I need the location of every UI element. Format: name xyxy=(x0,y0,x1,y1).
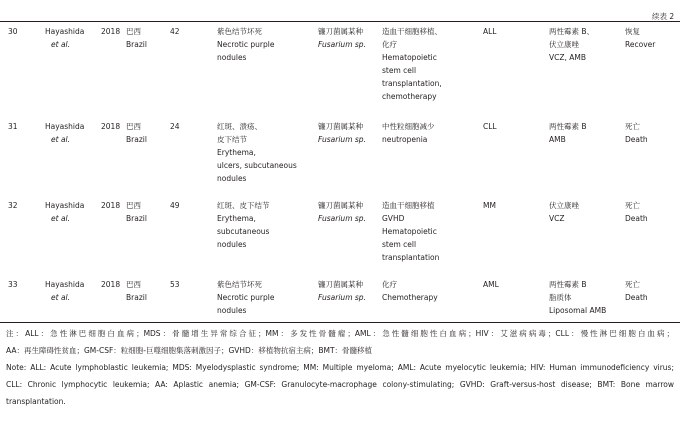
underlying-condition: 化疗 Chemotherapy xyxy=(382,280,438,302)
age: 42 xyxy=(170,27,180,36)
author: Hayashida et al. xyxy=(45,280,85,302)
lesion: 紫色结节坏死 Necrotic purple nodules xyxy=(217,27,275,62)
underlying-condition: 中性粒细胞减少 neutropenia xyxy=(382,122,435,144)
outcome: 死亡 Death xyxy=(625,122,648,144)
note-line-en: Note: ALL: Acute lymphoblastic leukemia; MDS: Myelodysplastic syndrome; MM: Multiple myeloma; AML: Acute myelocytic leukemia; HIV: Human immunodeficiency virus; xyxy=(6,363,674,372)
author: Hayashida et al. xyxy=(45,122,85,144)
author: Hayashida et al. xyxy=(45,27,85,49)
pathogen: 镰刀菌属某种 Fusarium sp. xyxy=(318,122,366,144)
lesion: 红斑、溃疡、 皮下结节 Erythema, ulcers, subcutaneous nodules xyxy=(217,122,297,183)
underlying-condition: 造血干细胞移植、 化疗 Hematopoietic stem cell transplantation, chemotherapy xyxy=(382,27,442,101)
note-line-zh: AA：再生障碍性贫血；GM-CSF：粒细胞-巨噬细胞集落刺激因子；GVHD：移植物抗宿主病；BMT：骨髓移植 xyxy=(6,346,373,355)
primary-disease: MM xyxy=(483,201,496,210)
case-number: 31 xyxy=(8,122,18,131)
case-number: 33 xyxy=(8,280,18,289)
note-line-zh: 注：ALL：急性淋巴细胞白血病；MDS：骨髓增生异常综合征；MM：多发性骨髓瘤；AML：急性髓细胞性白血病；HIV：艾滋病病毒；CLL：慢性淋巴细胞白血病； xyxy=(6,329,674,338)
outcome: 恢复 Recover xyxy=(625,27,656,49)
author: Hayashida et al. xyxy=(45,201,85,223)
age: 53 xyxy=(170,280,180,289)
note-line-en: CLL: Chronic lymphocytic leukemia; AA: Aplastic anemia; GM-CSF: Granulocyte-macrophage colony-stimulating; GVHD: Graft-versus-host disease; BMT: Bone marrow xyxy=(6,380,674,389)
country: 巴西 Brazil xyxy=(126,201,147,223)
lesion: 紫色结节坏死 Necrotic purple nodules xyxy=(217,280,275,315)
pathogen: 镰刀菌属某种 Fusarium sp. xyxy=(318,280,366,302)
year: 2018 xyxy=(101,280,121,289)
age: 24 xyxy=(170,122,180,131)
outcome: 死亡 Death xyxy=(625,201,648,223)
primary-disease: AML xyxy=(483,280,499,289)
country: 巴西 Brazil xyxy=(126,27,147,49)
treatment: 两性霉素 B、 伏立康唑 VCZ, AMB xyxy=(549,27,595,62)
treatment: 两性霉素 B AMB xyxy=(549,122,587,144)
treatment: 伏立康唑 VCZ xyxy=(549,201,579,223)
underlying-condition: 造血干细胞移植 GVHD Hematopoietic stem cell transplantation xyxy=(382,201,440,262)
country: 巴西 Brazil xyxy=(126,122,147,144)
treatment: 两性霉素 B 脂质体 Liposomal AMB xyxy=(549,280,607,315)
primary-disease: CLL xyxy=(483,122,497,131)
note-line-en: transplantation. xyxy=(6,397,66,406)
primary-disease: ALL xyxy=(483,27,497,36)
case-number: 32 xyxy=(8,201,18,210)
year: 2018 xyxy=(101,27,121,36)
table-top-rule xyxy=(0,21,680,22)
outcome: 死亡 Death xyxy=(625,280,648,302)
pathogen: 镰刀菌属某种 Fusarium sp. xyxy=(318,201,366,223)
lesion: 红斑、皮下结节 Erythema, subcutaneous nodules xyxy=(217,201,270,249)
pathogen: 镰刀菌属某种 Fusarium sp. xyxy=(318,27,366,49)
year: 2018 xyxy=(101,201,121,210)
year: 2018 xyxy=(101,122,121,131)
age: 49 xyxy=(170,201,180,210)
case-number: 30 xyxy=(8,27,18,36)
table-bottom-rule xyxy=(0,322,680,323)
country: 巴西 Brazil xyxy=(126,280,147,302)
table-continued-label: 续表 2 xyxy=(652,12,675,21)
